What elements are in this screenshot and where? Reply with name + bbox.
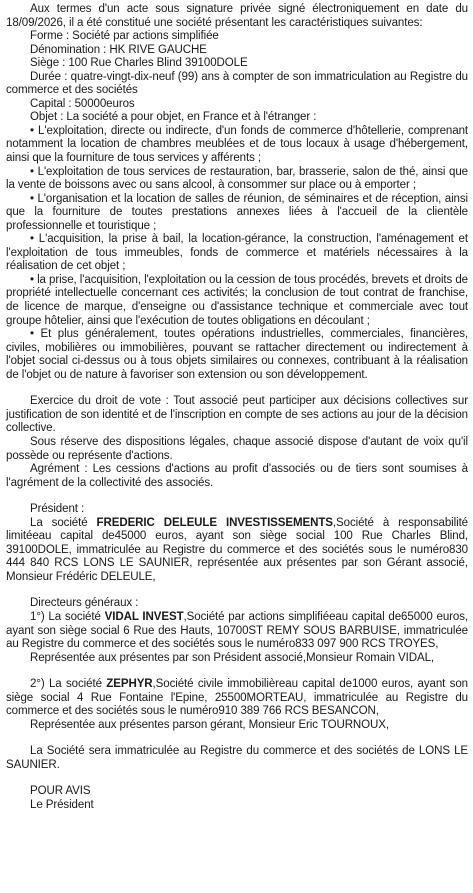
directeur-2-representation: Représentée aux présentes parson gérant, Monsieur Eric TOURNOUX, <box>30 718 389 731</box>
spacer <box>6 382 468 395</box>
directeur-2-lead: 2°) La société <box>30 678 107 691</box>
spacer <box>6 772 468 785</box>
objet-bullet-restauration: • L'exploitation de tous services de restauration, bar, brasserie, salon de thé, ainsi que la vente de boissons avec ou sans alcool, à consommer sur place ou à emporter ; <box>6 165 468 192</box>
directeur-2-paragraph <box>6 678 468 719</box>
objet-line: Objet : La société a pour objet, en France et à l'étranger : <box>30 111 317 124</box>
droit-de-vote-paragraph: Exercice du droit de vote : Tout associé peut participer aux décisions collectives sur justification de son identité et de l'inscription en compte de ses actions au jour de la décision collective. <box>6 395 468 435</box>
spacer <box>6 732 468 745</box>
forme-line: Forme : Société par actions simplifiée <box>30 30 219 43</box>
president-paragraph <box>6 517 468 585</box>
duree-line: Durée : quatre-vingt-dix-neuf (99) ans à compter de son immatriculation au Registre du commerce et des sociétés <box>6 70 468 97</box>
spacer <box>6 584 468 597</box>
directeur-1-details: ,Société par actions simplifiéeau capital de65000 euros, ayant son siège social 6 Rue des Hauts, 10700ST REMY SOUS BARBUISE, immatriculée au Registre du commerce et des sociétés sous le numéro833 097 900 RCS TROYES, <box>6 610 468 651</box>
denomination-line: Dénomination : HK RIVE GAUCHE <box>30 43 207 56</box>
objet-bullet-salles: • L'organisation et la location de salles de réunion, de séminaires et de réception, ainsi que la fourniture de toutes prestations annexes liées à l'accueil de la clientèle professionnelle et touristique ; <box>6 192 468 232</box>
directeur-2-details: ,Société civile immobilièreau capital de1000 euros, ayant son siège social 4 Rue Fontaine l'Epine, 25500MORTEAU, immatriculée au Registre du commerce et des sociétés sous le numéro910 389 766 RCS BESANCON, <box>6 678 468 718</box>
president-heading: Président : <box>30 503 85 516</box>
president-company-name: FREDERIC DELEULE INVESTISSEMENTS <box>96 516 333 529</box>
directeur-1-lead: 1°) La société <box>30 610 105 623</box>
president-lead: La société <box>30 516 97 529</box>
capital-line: Capital : 50000euros <box>30 97 135 110</box>
pour-avis: POUR AVIS <box>30 785 91 798</box>
reserve-paragraph: Sous réserve des dispositions légales, chaque associé dispose d'autant de voix qu'il possède ou représente d'actions. <box>6 435 468 462</box>
intro-paragraph: Aux termes d'un acte sous signature privée signé électroniquement en date du 18/09/2026, il a été constitué une société présentant les caractéristiques suivantes: <box>6 3 468 29</box>
objet-bullet-hotellerie: • L'exploitation, directe ou indirecte, d'un fonds de commerce d'hôtellerie, comprenant notamment la location de chambres meublées et de tous locaux à usage d'hébergement, ainsi que la fourniture de tous services y afférents ; <box>6 124 468 165</box>
agrement-paragraph: Agrément : Les cessions d'actions au profit d'associés ou de tiers sont soumises à l'agrément de la collectivité des associés. <box>6 463 468 489</box>
directeur-2-company-name: ZEPHYR <box>106 678 153 691</box>
directeurs-heading: Directeurs généraux : <box>30 597 139 610</box>
directeur-1-paragraph <box>6 611 468 652</box>
directeur-1-representation: Représentée aux présentes par son Président associé,Monsieur Romain VIDAL, <box>30 651 435 664</box>
president-details: ,Société à responsabilité limitéeau capital de45000 euros, ayant son siège social 100 Rue Charles Blind, 39100DOLE, immatriculée au Registre du commerce et des sociétés sous le numéro830 444 840 RCS LONS LE SAUNIER, représentée aux présentes par son Gérant associé, Monsieur Frédéric DELEULE, <box>6 516 469 583</box>
objet-bullet-immeubles: • L'acquisition, la prise à bail, la location-gérance, la construction, l'aménagement et l'exploitation de tous immeubles, fonds de commerce et matériels nécessaires à la réalisation de cet objet ; <box>6 233 468 273</box>
immatriculation-paragraph: La Société sera immatriculée au Registre du commerce et des sociétés de LONS LE SAUNIER. <box>6 745 468 771</box>
spacer <box>6 490 468 503</box>
signature-le-president: Le Président <box>30 798 94 811</box>
objet-bullet-brevets: • la prise, l'acquisition, l'exploitation ou la cession de tous procédés, brevets et droits de propriété intellectuelle concernant ces activités; la conclusion de tout contrat de franchise, de licence de marque, d'enseigne ou d'assistance technique et commerciale avec tout groupe hôtelier, ainsi que l'exécution de toutes obligations en découlant ; <box>6 273 468 327</box>
directeur-1-company-name: VIDAL INVEST <box>104 610 184 623</box>
objet-bullet-general: • Et plus généralement, toutes opérations industrielles, commerciales, financières, civiles, mobilières ou immobilières, pouvant se rattacher directement ou indirectement à l'objet social ci-dessus ou à tous objets similaires ou connexes, contribuant à la réalisation de l'objet ou de nature à favoriser son extension ou son développement. <box>6 328 468 381</box>
siege-line: Siège : 100 Rue Charles Blind 39100DOLE <box>30 57 248 70</box>
spacer <box>6 665 468 678</box>
